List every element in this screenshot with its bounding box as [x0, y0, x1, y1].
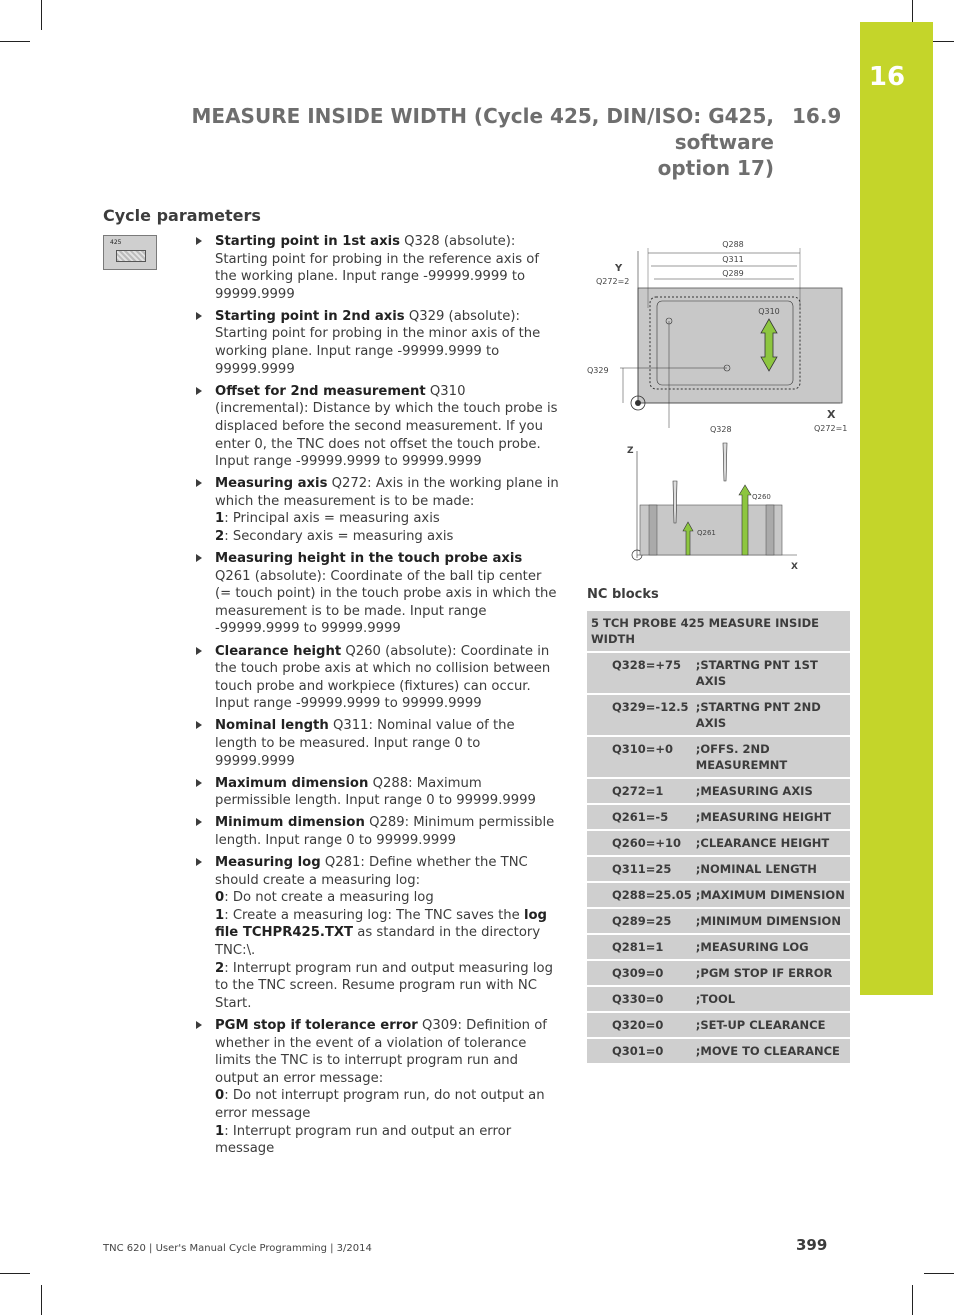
slot-wall-left: [649, 505, 657, 555]
param-q310: Offset for 2nd measurement Q310 (incremental): Distance by which the touch probe is displaced before the second measurement. If you enter 0, the TNC does not offset the touch probe. Input range -99999.9999 to 99999.9999: [196, 383, 560, 471]
nc-comment: ;MOVE TO CLEARANCE: [694, 1038, 850, 1064]
chapter-tab: [860, 22, 933, 995]
page-number: 399: [796, 1236, 828, 1254]
label-q329: Q329: [587, 366, 609, 375]
nc-comment: ;STARTNG PNT 1ST AXIS: [694, 652, 850, 694]
table-row: [587, 960, 850, 986]
bullet-arrow-icon: [196, 721, 202, 729]
table-row: [587, 694, 850, 736]
param-q260: Clearance height Q260 (absolute): Coordinate in the touch probe axis at which no collision between touch probe and workpiece (fixtures) can occur. Input range -99999.9999 to 99999.9999: [196, 643, 560, 713]
bullet-arrow-icon: [196, 818, 202, 826]
nc-param: Q289=25: [587, 908, 694, 934]
nc-param: Q328=+75: [587, 652, 694, 694]
side-view-diagram: [627, 443, 798, 572]
label-q272-2: Q272=2: [596, 277, 630, 286]
nc-comment: ;SET-UP CLEARANCE: [694, 1012, 850, 1038]
nc-param: Q281=1: [587, 934, 694, 960]
label-q288: Q288: [722, 240, 744, 249]
cycle-diagram: [585, 233, 855, 578]
param-q288: Maximum dimension Q288: Maximum permissible length. Input range 0 to 99999.9999: [196, 775, 560, 810]
param-q281: Measuring log Q281: Define whether the TNC should create a measuring log: 0: Do not create a measuring log 1: Create a measuring log: The TNC saves the log file TCHPR425.TXT as standard in the directory TNC:\. 2: Interrupt program run and output measuring log to the TNC screen. Resume program run with NC Start.: [196, 854, 560, 1012]
table-row: [587, 882, 850, 908]
nc-param: Q311=25: [587, 856, 694, 882]
datum-center-icon: [635, 400, 641, 406]
probe-stylus-low: [673, 481, 677, 523]
param-q329: Starting point in 2nd axis Q329 (absolute): Starting point for probing in the minor axis of the working plane. Input range -99999.9999 to 99999.9999: [196, 308, 560, 378]
nc-comment: ;TOOL: [694, 986, 850, 1012]
cycle-425-softkey[interactable]: [103, 235, 157, 270]
nc-comment: ;MAXIMUM DIMENSION: [694, 882, 850, 908]
nc-param: Q310=+0: [587, 736, 694, 778]
table-row: [587, 830, 850, 856]
crop-mark: [41, 1285, 42, 1315]
label-y-axis: Y: [615, 263, 623, 274]
nc-param: Q272=1: [587, 778, 694, 804]
bullet-arrow-icon: [196, 479, 202, 487]
label-x-axis-side: X: [791, 562, 798, 572]
label-q289: Q289: [722, 269, 744, 278]
table-row: [587, 986, 850, 1012]
nc-comment: ;MEASURING LOG: [694, 934, 850, 960]
nc-param: Q329=-12.5: [587, 694, 694, 736]
crop-mark: [0, 1273, 30, 1274]
nc-blocks-title: NC blocks: [587, 587, 659, 602]
crop-mark: [924, 1273, 954, 1274]
label-q272-1: Q272=1: [814, 424, 848, 433]
bullet-arrow-icon: [196, 387, 202, 395]
nc-comment: ;CLEARANCE HEIGHT: [694, 830, 850, 856]
nc-comment: ;OFFS. 2ND MEASUREMNT: [694, 736, 850, 778]
nc-param: Q260=+10: [587, 830, 694, 856]
table-row: [587, 611, 850, 652]
nc-comment: ;PGM STOP IF ERROR: [694, 960, 850, 986]
table-row: [587, 804, 850, 830]
table-row: [587, 1012, 850, 1038]
param-q328: Starting point in 1st axis Q328 (absolute): Starting point for probing in the reference axis of the working plane. Input range -99999.9999 to 99999.9999: [196, 233, 560, 303]
nc-comment: ;MEASURING HEIGHT: [694, 804, 850, 830]
param-q261: Measuring height in the touch probe axis Q261 (absolute): Coordinate of the ball tip center (= touch point) in the touch probe axis in which the measurement is to be made. Input range -99999.9999 to 99999.9999: [196, 550, 560, 638]
probe-stylus-high: [723, 443, 727, 481]
bullet-arrow-icon: [196, 237, 202, 245]
label-q310: Q310: [758, 307, 780, 316]
table-row: [587, 736, 850, 778]
bullet-arrow-icon: [196, 779, 202, 787]
bullet-arrow-icon: [196, 1021, 202, 1029]
bullet-arrow-icon: [196, 858, 202, 866]
label-z-axis: Z: [627, 446, 634, 456]
label-q261: Q261: [697, 529, 716, 537]
label-q311: Q311: [722, 255, 744, 264]
workpiece-icon: [116, 250, 146, 262]
table-row: [587, 652, 850, 694]
slot-wall-right: [766, 505, 774, 555]
label-x-axis: X: [827, 408, 836, 421]
nc-param: Q330=0: [587, 986, 694, 1012]
nc-comment: ;NOMINAL LENGTH: [694, 856, 850, 882]
chapter-number: 16: [868, 62, 906, 92]
nc-param: Q261=-5: [587, 804, 694, 830]
nc-comment: ;MINIMUM DIMENSION: [694, 908, 850, 934]
param-q309: PGM stop if tolerance error Q309: Definition of whether in the event of a violation of tolerance limits the TNC is to interrupt program run and output an error message: 0: Do not interrupt program run, do not output an error message 1: Interrupt program run and output an error message: [196, 1017, 560, 1158]
table-row: [587, 908, 850, 934]
label-q328: Q328: [710, 425, 732, 434]
table-row: [587, 778, 850, 804]
footer-text: TNC 620 | User's Manual Cycle Programming | 3/2014: [103, 1243, 372, 1254]
crop-mark: [0, 41, 30, 42]
crop-mark: [912, 1285, 913, 1315]
param-q311: Nominal length Q311: Nominal value of the length to be measured. Input range 0 to 99999.9999: [196, 717, 560, 770]
nc-comment: ;STARTNG PNT 2ND AXIS: [694, 694, 850, 736]
page-header-title: MEASURE INSIDE WIDTH (Cycle 425, DIN/ISO: G425, software option 17): [191, 104, 774, 180]
table-row: [587, 934, 850, 960]
bullet-arrow-icon: [196, 312, 202, 320]
parameter-list: [196, 233, 560, 1162]
softkey-label: 425: [110, 239, 122, 246]
param-q289: Minimum dimension Q289: Minimum permissible length. Input range 0 to 99999.9999: [196, 814, 560, 849]
nc-blocks-table: [587, 611, 850, 1065]
bullet-arrow-icon: [196, 554, 202, 562]
table-row: [587, 856, 850, 882]
top-view-diagram: [587, 240, 847, 434]
table-row: [587, 1038, 850, 1064]
nc-first-row: 5 TCH PROBE 425 MEASURE INSIDE WIDTH: [587, 611, 850, 652]
section-number: 16.9: [792, 104, 842, 128]
crop-mark: [41, 0, 42, 30]
bullet-arrow-icon: [196, 647, 202, 655]
nc-comment: ;MEASURING AXIS: [694, 778, 850, 804]
nc-param: Q320=0: [587, 1012, 694, 1038]
nc-param: Q309=0: [587, 960, 694, 986]
section-title: Cycle parameters: [103, 206, 261, 225]
workpiece-top: [638, 288, 842, 403]
nc-param: Q301=0: [587, 1038, 694, 1064]
param-q272: Measuring axis Q272: Axis in the working plane in which the measurement is to be made: 1: Principal axis = measuring axis 2: Secondary axis = measuring axis: [196, 475, 560, 545]
nc-param: Q288=25.05: [587, 882, 694, 908]
label-q260: Q260: [752, 493, 771, 501]
